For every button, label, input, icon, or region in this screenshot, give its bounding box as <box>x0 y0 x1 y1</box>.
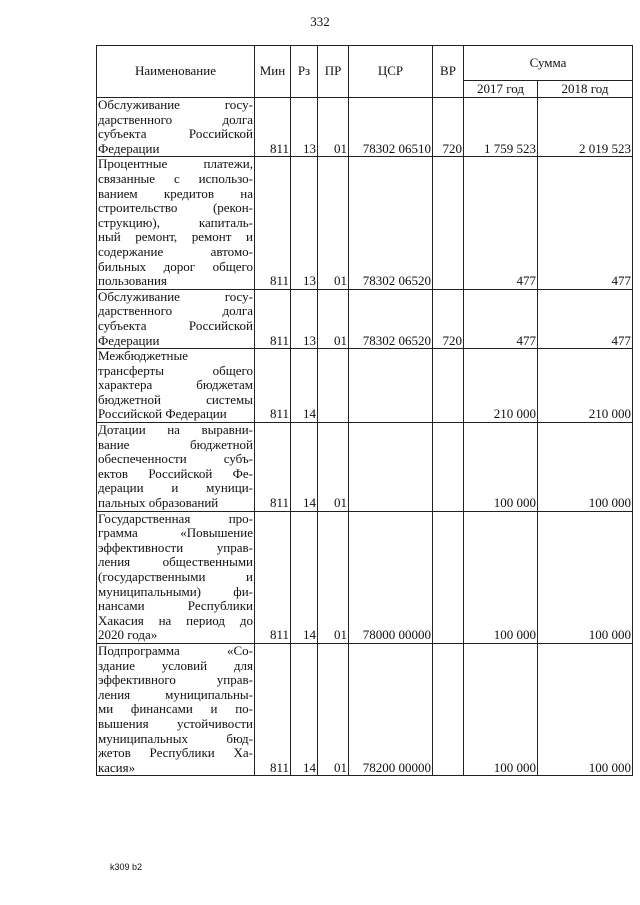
row-name-line: бюджетной системы <box>98 391 253 407</box>
row-name-line: ный ремонт, ремонт и <box>98 229 253 245</box>
row-name-line: ванием кредитов на <box>98 185 253 201</box>
row-pr: 01 <box>318 423 349 512</box>
row-rz: 14 <box>291 643 318 775</box>
row-name-line: Федерации <box>98 332 160 348</box>
row-sum-2017: 100 000 <box>464 423 538 512</box>
row-vr <box>433 157 464 289</box>
row-name-line: содержание автомо- <box>98 243 253 259</box>
row-name <box>97 423 255 512</box>
row-min: 811 <box>255 423 291 512</box>
row-sum-2017: 477 <box>464 289 538 348</box>
row-rz: 13 <box>291 98 318 157</box>
row-name-line: нансами Республики <box>98 598 253 614</box>
row-csr: 78302 06520 <box>349 157 433 289</box>
row-name-line: обеспеченности субъ- <box>98 451 253 467</box>
row-name-line: ления общественными <box>98 554 253 570</box>
row-csr <box>349 349 433 423</box>
row-sum-2018: 100 000 <box>538 643 633 775</box>
row-name-line: вышения устойчивости <box>98 715 253 731</box>
budget-table <box>96 45 633 776</box>
row-name-line: грамма «Повышение <box>98 525 253 541</box>
row-name-line: Подпрограмма «Со- <box>98 643 253 658</box>
row-min: 811 <box>255 157 291 289</box>
row-name-line: (государственными и <box>98 569 253 584</box>
row-rz: 14 <box>291 423 318 512</box>
row-name-line: характера бюджетам <box>98 377 253 393</box>
header-name: Наименование <box>97 46 255 98</box>
row-vr <box>433 349 464 423</box>
row-min: 811 <box>255 289 291 348</box>
table-body <box>97 98 633 776</box>
row-name-line: муниципальными) фи- <box>98 583 253 599</box>
header-sum: Сумма <box>464 46 633 81</box>
row-name-line: Обслуживание госу- <box>98 97 253 112</box>
row-name <box>97 98 255 157</box>
row-name-line: муниципальных бюд- <box>98 730 253 746</box>
row-vr: 720 <box>433 98 464 157</box>
row-sum-2018: 210 000 <box>538 349 633 423</box>
row-pr: 01 <box>318 511 349 643</box>
row-sum-2017: 100 000 <box>464 511 538 643</box>
table-row <box>97 157 633 289</box>
row-name-line: связанные с использо- <box>98 170 253 186</box>
header-year-2017: 2017 год <box>464 81 538 98</box>
row-min: 811 <box>255 643 291 775</box>
row-rz: 14 <box>291 349 318 423</box>
row-name-line: жетов Республики Ха- <box>98 745 253 761</box>
table-row <box>97 643 633 775</box>
row-sum-2017: 1 759 523 <box>464 98 538 157</box>
row-name-line: дерации и муници- <box>98 480 253 496</box>
row-min: 811 <box>255 349 291 423</box>
row-sum-2018: 100 000 <box>538 511 633 643</box>
row-name-line: Обслуживание госу- <box>98 289 253 304</box>
row-name-line: эффективного управ- <box>98 672 253 688</box>
table-row <box>97 349 633 423</box>
table-row <box>97 423 633 512</box>
table-row <box>97 511 633 643</box>
table-row <box>97 98 633 157</box>
row-name-line: трансферты общего <box>98 362 253 378</box>
row-pr <box>318 349 349 423</box>
footer-code: k309 b2 <box>110 862 143 872</box>
row-name-line: субъекта Российской <box>98 126 253 142</box>
row-sum-2018: 100 000 <box>538 423 633 512</box>
row-name-line: Хакасия на период до <box>98 612 253 628</box>
row-pr: 01 <box>318 98 349 157</box>
row-name-line: касия» <box>98 759 136 775</box>
row-name-line: здание условий для <box>98 657 253 673</box>
row-name <box>97 157 255 289</box>
row-csr <box>349 423 433 512</box>
row-name-line: эффективности управ- <box>98 539 253 555</box>
row-name <box>97 289 255 348</box>
row-csr: 78302 06510 <box>349 98 433 157</box>
row-name-line: Процентные платежи, <box>98 156 253 172</box>
header-year-2018: 2018 год <box>538 81 633 98</box>
row-vr <box>433 423 464 512</box>
row-name-line: Межбюджетные <box>98 348 188 364</box>
row-vr <box>433 511 464 643</box>
row-pr: 01 <box>318 157 349 289</box>
row-name-line: ми финансами и по- <box>98 701 253 717</box>
row-name-line: Государственная про- <box>98 511 253 526</box>
row-rz: 13 <box>291 289 318 348</box>
row-min: 811 <box>255 98 291 157</box>
row-sum-2017: 477 <box>464 157 538 289</box>
row-name <box>97 511 255 643</box>
row-vr <box>433 643 464 775</box>
row-pr: 01 <box>318 289 349 348</box>
header-pr: ПР <box>318 46 349 98</box>
row-min: 811 <box>255 511 291 643</box>
row-name-line: Федерации <box>98 140 160 156</box>
row-name-line: вание бюджетной <box>98 436 253 452</box>
row-name-line: строительство (рекон- <box>98 200 253 216</box>
row-name <box>97 643 255 775</box>
row-sum-2018: 477 <box>538 289 633 348</box>
header-csr: ЦСР <box>349 46 433 98</box>
row-name-line: дарственного долга <box>98 303 253 319</box>
page-number: 332 <box>310 14 330 29</box>
header-rz: Рз <box>291 46 318 98</box>
row-csr: 78302 06520 <box>349 289 433 348</box>
row-name-line: Дотации на выравни- <box>98 422 253 438</box>
row-sum-2018: 2 019 523 <box>538 98 633 157</box>
row-csr: 78200 00000 <box>349 643 433 775</box>
header-min: Мин <box>255 46 291 98</box>
row-name-line: 2020 года» <box>98 627 158 643</box>
row-name-line: ектов Российской Фе- <box>98 465 253 481</box>
row-name-line: пользования <box>98 273 167 289</box>
row-name <box>97 349 255 423</box>
row-csr: 78000 00000 <box>349 511 433 643</box>
row-name-line: субъекта Российской <box>98 317 253 333</box>
row-name-line: бильных дорог общего <box>98 258 253 274</box>
row-vr: 720 <box>433 289 464 348</box>
row-name-line: Российской Федерации <box>98 406 227 422</box>
row-sum-2017: 100 000 <box>464 643 538 775</box>
row-rz: 14 <box>291 511 318 643</box>
row-rz: 13 <box>291 157 318 289</box>
row-name-line: ления муниципальны- <box>98 686 253 702</box>
header-vr: ВР <box>433 46 464 98</box>
row-sum-2018: 477 <box>538 157 633 289</box>
row-name-line: струкцию), капиталь- <box>98 214 253 230</box>
row-name-line: дарственного долга <box>98 111 253 127</box>
table-row <box>97 289 633 348</box>
row-name-line: пальных образований <box>98 495 219 511</box>
row-pr: 01 <box>318 643 349 775</box>
row-sum-2017: 210 000 <box>464 349 538 423</box>
